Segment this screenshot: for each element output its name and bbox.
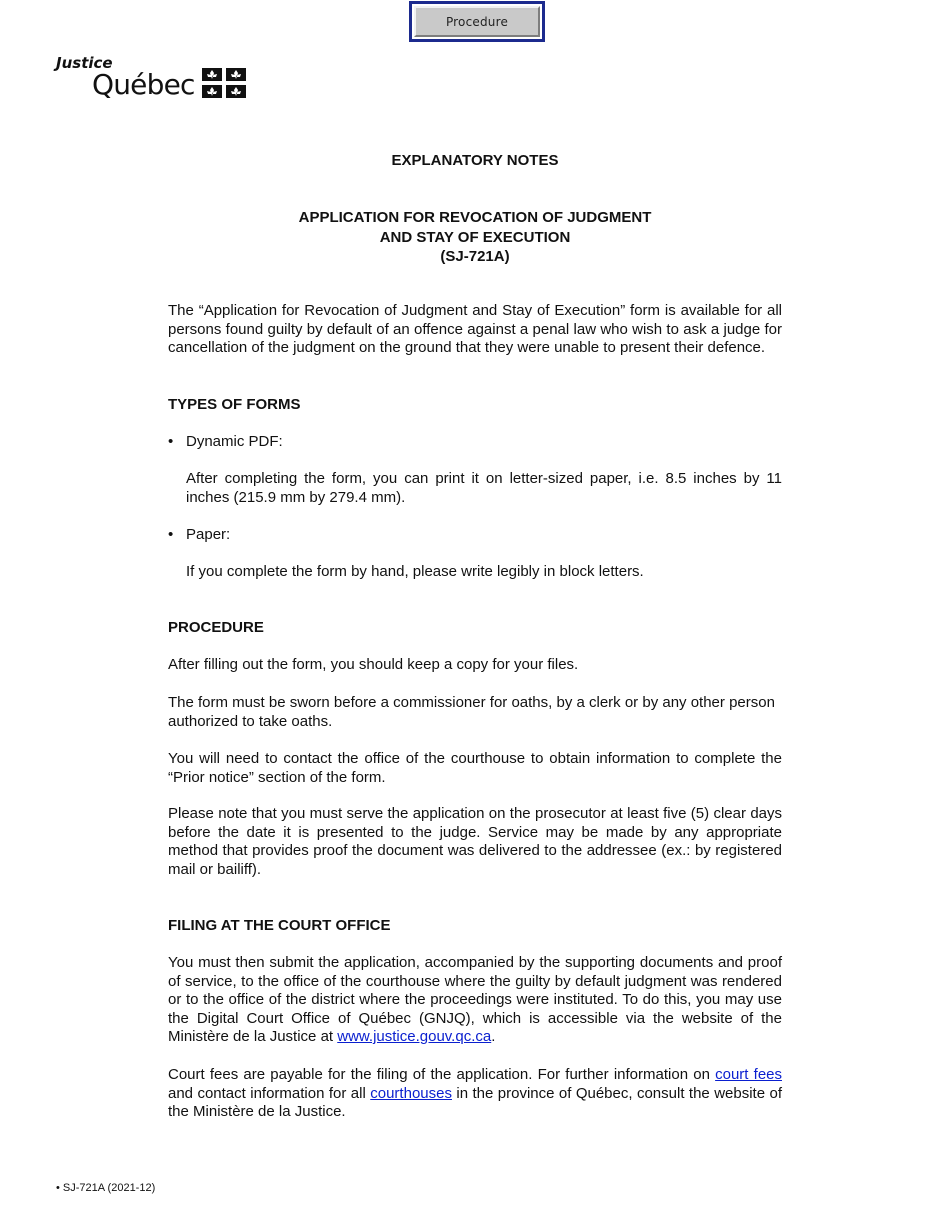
types-heading: TYPES OF FORMS [168,396,301,413]
intro-paragraph [168,302,782,358]
filing-text-2b: and contact information for all [168,1084,371,1102]
court-fees-link[interactable]: court fees [715,1066,782,1083]
procedure-paragraph-2 [168,694,782,731]
procedure-text-1: After filling out the form, you should keep a copy for your files. [168,656,579,673]
courthouses-link[interactable]: courthouses [370,1084,452,1102]
procedure-paragraph-1 [168,656,782,675]
quebec-flag-icon [202,68,246,98]
dynamic-pdf-text: After completing the form, you can print it on letter-sized paper, i.e. 8.5 inches by 11 inches (215.9 mm by 279.4 mm). [186,470,782,506]
intro-text: The “Application for Revocation of Judgment and Stay of Execution” form is available for all persons found guilty by default of an offence against a penal law who wish to ask a judge for cancellation of the judgment on the ground that they were unable to present their defence. [168,302,782,356]
page-title: EXPLANATORY NOTES [391,152,559,169]
filing-text-1-end: . [491,1028,496,1045]
filing-heading: FILING AT THE COURT OFFICE [168,917,391,934]
logo-quebec-text: Québec [92,68,195,101]
procedure-text-4: Please note that you must serve the application on the prosecutor at least five (5) clear days before the date it is presented to the judge. Service may be made by any appropriate method that provides proof the document was delivered to the addressee (ex.: by registered mail or bailiff). [168,805,782,878]
procedure-button[interactable] [409,1,545,42]
filing-text-2a: Court fees are payable for the filing of the application. For further information on [168,1066,716,1083]
paper-text: If you complete the form by hand, please write legibly in block letters. [186,563,644,580]
filing-text-1-body: You must then submit the application, accompanied by the supporting documents and proof of service, to the office of the courthouse where the guilty by default judgment was rendered or to the office of the district where the proceedings were instituted. To do this, you may use the Digital Court Office of Québec (GNJQ), which is accessible via the website of the Ministère de la Justice at [168,954,782,1045]
filing-text-1 [168,954,782,1047]
bullet-label: Paper: [186,526,231,543]
filing-paragraph-2 [168,1066,782,1122]
filing-text-2c: in the province of Québec, consult the website of the Ministère de la Justice. [168,1084,782,1120]
form-title-line1: APPLICATION FOR REVOCATION OF JUDGMENT [298,209,652,226]
logo-justice-text: Justice [56,54,113,72]
form-title [0,208,950,267]
bullet-icon: • [168,433,174,450]
procedure-text-2: The form must be sworn before a commissioner for oaths, by a clerk or by any other person authorized to take oaths. [168,694,775,730]
bullet-label: Dynamic PDF: [186,433,283,450]
filing-paragraph-1 [168,954,782,1047]
procedure-heading: PROCEDURE [168,619,264,636]
procedure-paragraph-4 [168,805,782,879]
paper-description [186,563,782,582]
justice-quebec-logo [56,54,251,104]
bullet-icon: • [168,526,174,543]
procedure-paragraph-3 [168,750,782,787]
dynamic-pdf-description [186,470,782,507]
justice-website-link[interactable]: www.justice.gouv.qc.ca [337,1028,492,1045]
form-footer-code: • SJ-721A (2021-12) [56,1182,156,1194]
procedure-button-label[interactable]: Procedure [414,6,540,37]
form-title-line2: AND STAY OF EXECUTION [379,228,571,246]
form-code: (SJ-721A) [440,248,510,265]
procedure-text-3: You will need to contact the office of the courthouse to obtain information to complete the “Prior notice” section of the form. [168,750,782,786]
filing-text-2 [168,1066,782,1122]
